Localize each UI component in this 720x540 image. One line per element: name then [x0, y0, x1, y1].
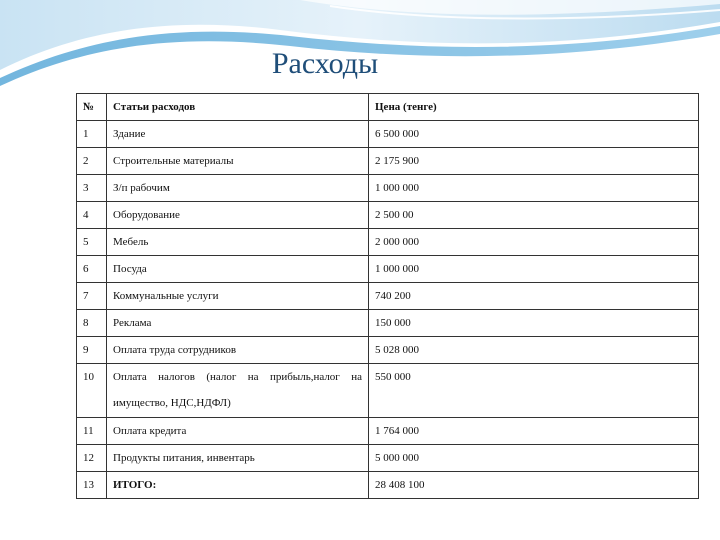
row-price: 740 200 [369, 283, 699, 310]
row-item: Здание [107, 121, 369, 148]
table-row [77, 256, 699, 283]
row-item: Продукты питания, инвентарь [107, 445, 369, 472]
row-number: 8 [77, 310, 107, 337]
row-item: Оплата кредита [107, 418, 369, 445]
expenses-table [76, 93, 699, 499]
row-price: 2 175 900 [369, 148, 699, 175]
row-item: Коммунальные услуги [107, 283, 369, 310]
row-price: 5 028 000 [369, 337, 699, 364]
row-number: 11 [77, 418, 107, 445]
table-row [77, 175, 699, 202]
table-row [77, 337, 699, 364]
row-price: 550 000 [369, 364, 699, 418]
row-number: 4 [77, 202, 107, 229]
table-row [77, 121, 699, 148]
row-item: Оплата труда сотрудников [107, 337, 369, 364]
row-price: 1 000 000 [369, 175, 699, 202]
table-row [77, 283, 699, 310]
slide-title: Расходы [271, 47, 379, 80]
row-price: 2 000 000 [369, 229, 699, 256]
row-number: 3 [77, 175, 107, 202]
row-item: З/п рабочим [107, 175, 369, 202]
row-price: 5 000 000 [369, 445, 699, 472]
row-number: 12 [77, 445, 107, 472]
row-item: Реклама [107, 310, 369, 337]
table-row [77, 229, 699, 256]
row-item: Посуда [107, 256, 369, 283]
row-number: 1 [77, 121, 107, 148]
row-number: 2 [77, 148, 107, 175]
row-item: Строительные материалы [107, 148, 369, 175]
row-number: 10 [77, 364, 107, 418]
table-header-row [77, 94, 699, 121]
row-item: Оборудование [107, 202, 369, 229]
row-price: 6 500 000 [369, 121, 699, 148]
row-number: 13 [77, 472, 107, 499]
total-value: 28 408 100 [369, 472, 699, 499]
table-row [77, 310, 699, 337]
table-row [77, 202, 699, 229]
header-price: Цена (тенге) [369, 94, 699, 121]
row-item: Мебель [107, 229, 369, 256]
table-row [77, 418, 699, 445]
row-number: 5 [77, 229, 107, 256]
row-item: Оплата налогов (налог на прибыль,налог на имущество, НДС,НДФЛ) [107, 364, 369, 418]
row-price: 150 000 [369, 310, 699, 337]
row-number: 7 [77, 283, 107, 310]
table-row [77, 364, 699, 418]
row-price: 1 764 000 [369, 418, 699, 445]
table-total-row [77, 472, 699, 499]
table-row [77, 148, 699, 175]
header-number: № [77, 94, 107, 121]
row-price: 2 500 00 [369, 202, 699, 229]
header-item: Статьи расходов [107, 94, 369, 121]
row-number: 6 [77, 256, 107, 283]
row-number: 9 [77, 337, 107, 364]
table-row [77, 445, 699, 472]
row-price: 1 000 000 [369, 256, 699, 283]
total-label: ИТОГО: [107, 472, 369, 499]
